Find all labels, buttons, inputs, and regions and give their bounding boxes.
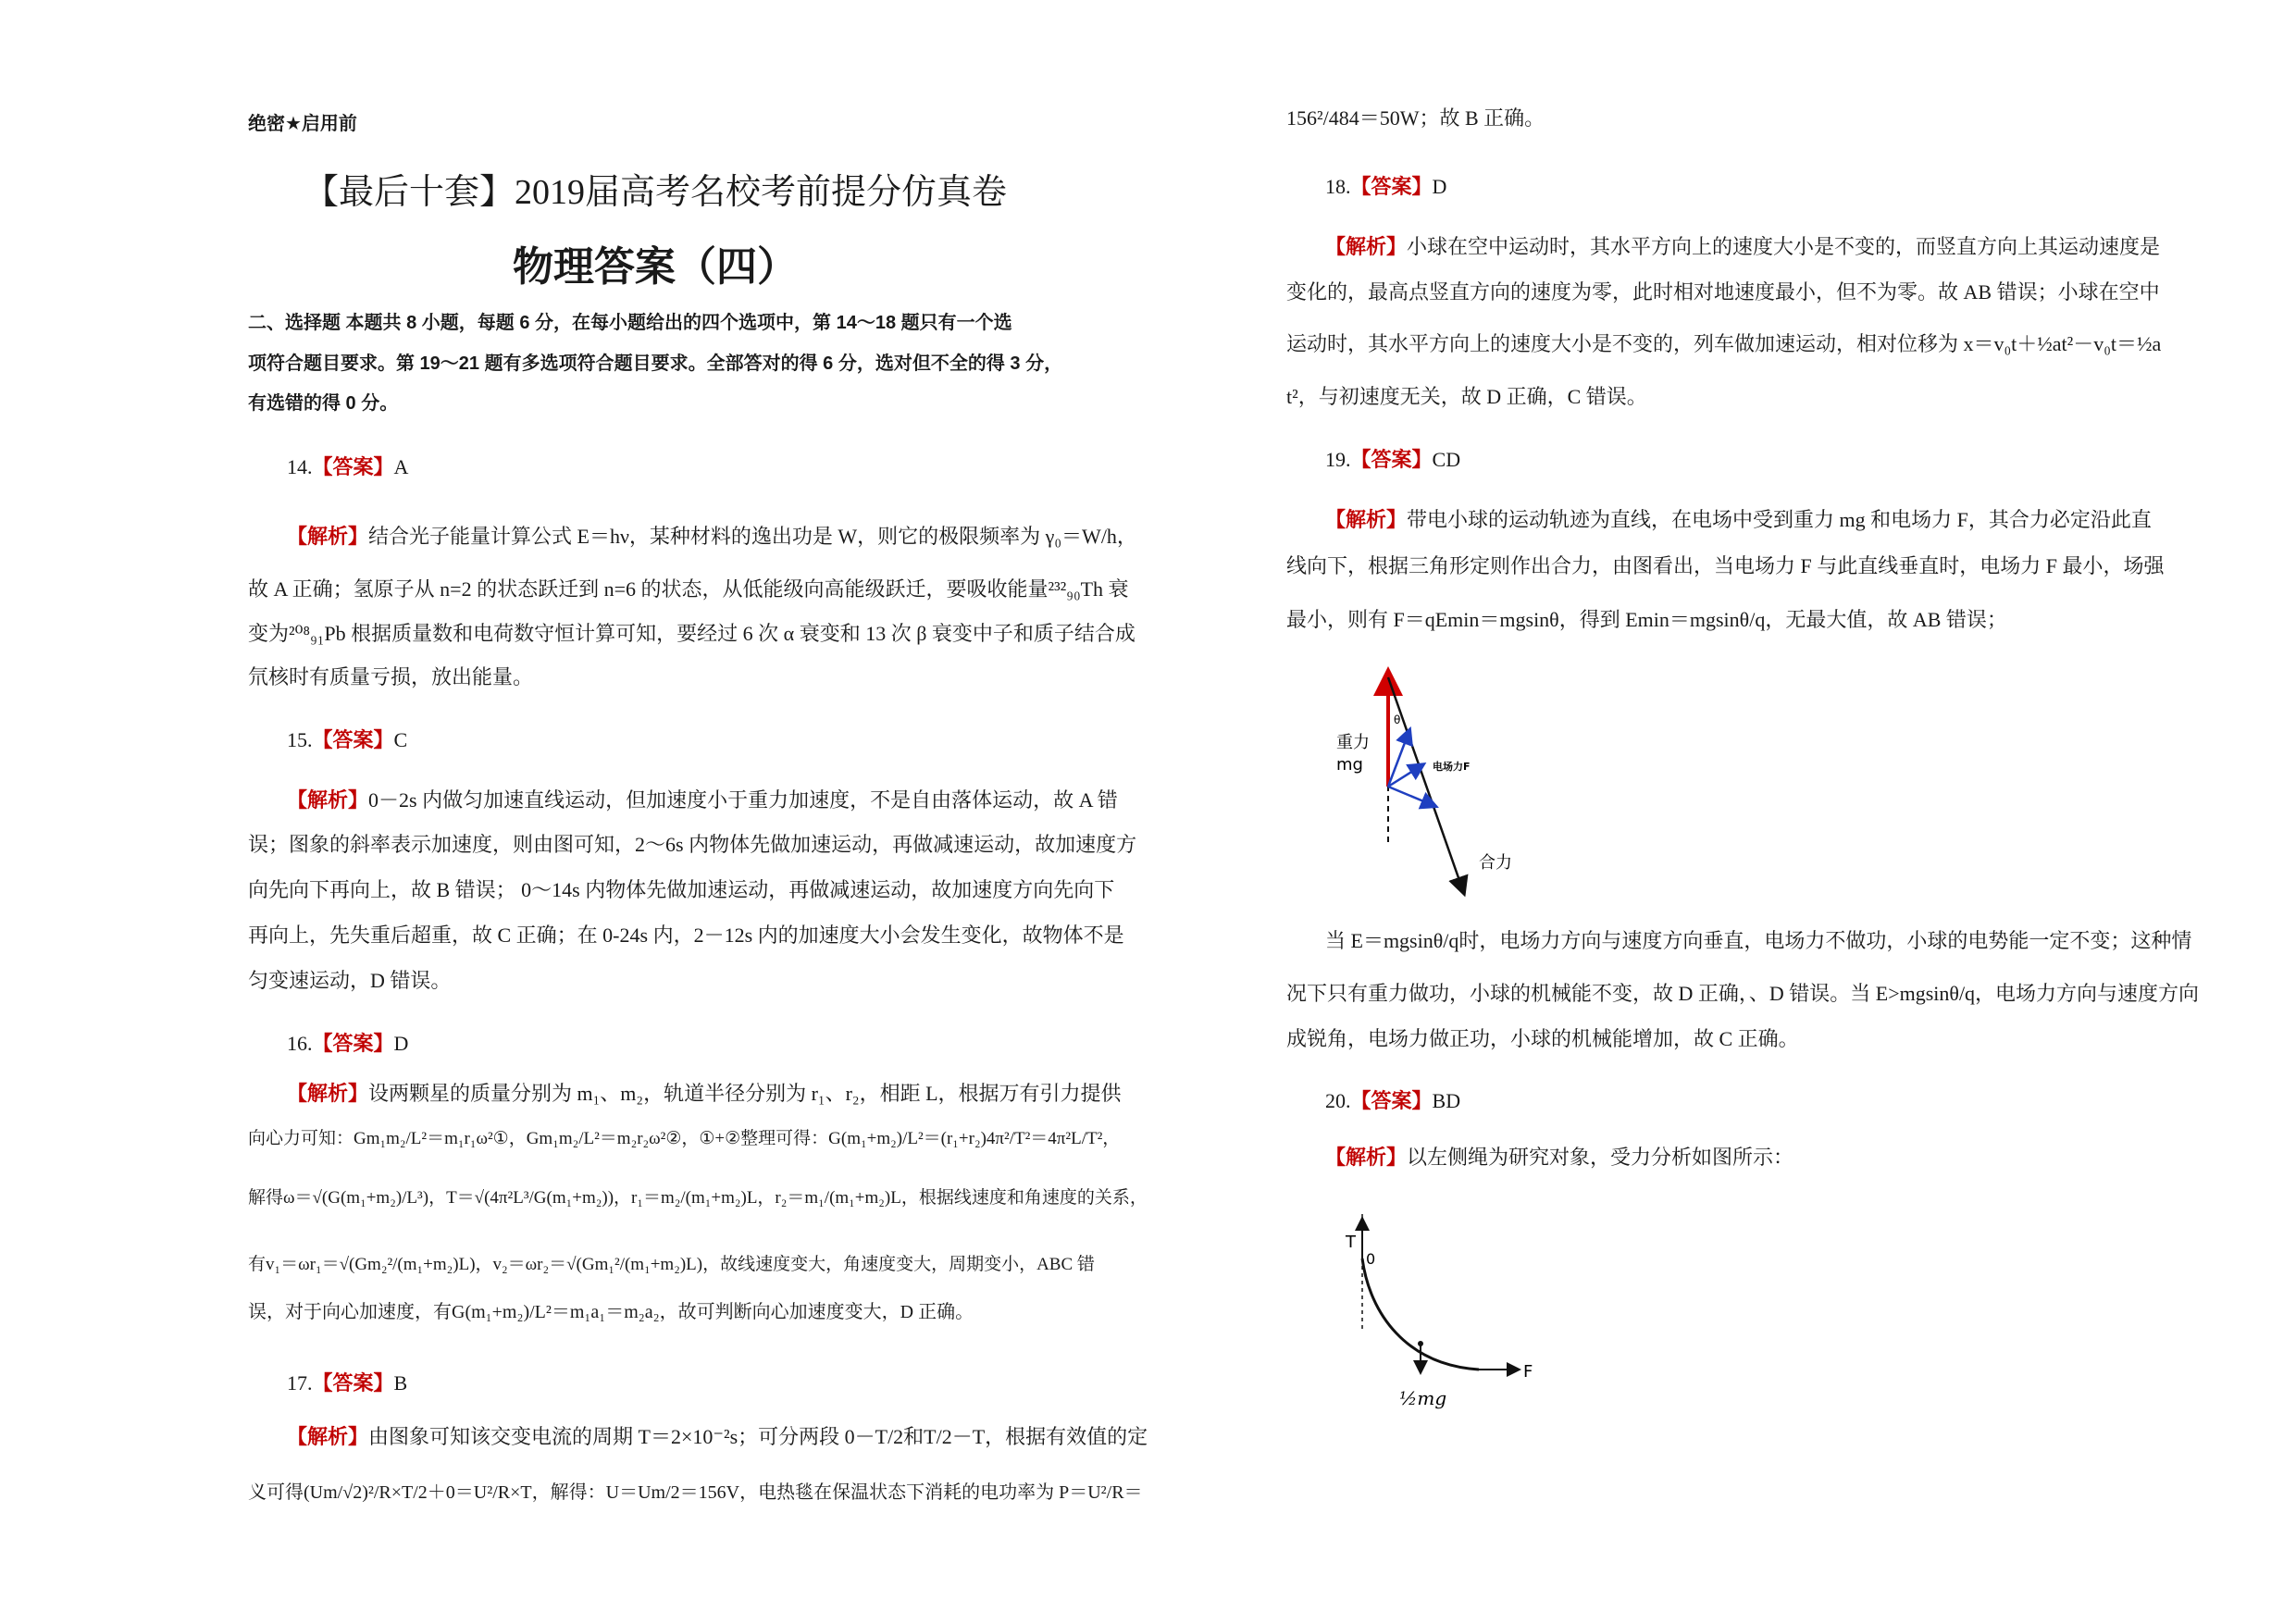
instruction-line: 项符合题目要求。第 19～21 题有多选项符合题目要求。全部答对的得 6 分，选对但不全的得 3 分， (248, 353, 1063, 374)
answer-value: B (393, 1371, 408, 1395)
tension-label: T (1346, 1233, 1356, 1252)
secret-label: 绝密★启用前 (248, 112, 357, 134)
q19-answer-row (1325, 446, 1460, 474)
gravity-label: 重力 (1336, 733, 1370, 752)
q18-analysis-line: 运动时，其水平方向上的速度大小是不变的，列车做加速运动，相对位移为 x＝v₀t＋½at²－v₀t＝½a (1286, 332, 2162, 355)
q15-analysis-line: 误；图象的斜率表示加速度，则由图可知，2～6s 内物体先做加速运动，再做减速运动，故加速度方 (248, 833, 1137, 856)
question-number: 14. (287, 455, 313, 478)
analysis-label: 【解析】 (287, 1425, 369, 1448)
question-number: 20. (1325, 1089, 1351, 1112)
q16-analysis-line: 误，对于向心加速度，有G(m₁+m₂)/L²＝m₁a₁＝m₂a₂，故可判断向心加速度变大，D 正确。 (248, 1302, 974, 1322)
q18-analysis-line: 【解析】小球在空中运动时，其水平方向上的速度大小是不变的，而竖直方向上其运动速度是 (1325, 235, 2161, 258)
instruction-line: 有选错的得 0 分。 (248, 393, 399, 414)
force-f-label: F (1523, 1362, 1533, 1382)
q19-analysis-line: 最小，则有 F＝qEmin＝mgsinθ，得到 Emin＝mgsinθ/q，无最大值，故 AB 错误； (1286, 608, 2007, 631)
answer-value: CD (1432, 448, 1461, 471)
analysis-label: 【解析】 (287, 1082, 369, 1105)
question-number: 18. (1325, 175, 1351, 198)
q14-analysis-line: 故 A 正确；氢原子从 n=2 的状态跃迁到 n=6 的状态，从低能级向高能级跃迁，要吸收能量²³²₉₀Th 衰 (248, 577, 1129, 601)
force-diagram (1323, 666, 1545, 907)
answer-value: A (393, 455, 409, 478)
center-point (1418, 1341, 1423, 1346)
rope-diagram (1342, 1203, 1564, 1425)
q14-analysis-line: 氘核时有质量亏损，放出能量。 (248, 665, 534, 688)
q15-analysis-line: 【解析】0－2s 内做匀加速直线运动，但加速度小于重力加速度，不是自由落体运动，故 A 错 (287, 788, 1118, 812)
resultant-arrow (1388, 677, 1462, 888)
q14-analysis-line: 【解析】结合光子能量计算公式 E＝hν，某种材料的逸出功是 W，则它的极限频率为 γ₀＝W/h， (287, 525, 1137, 548)
answer-label: 【答案】 (312, 1032, 394, 1055)
q15-answer-row (287, 726, 407, 754)
q19-analysis-line: 当 E＝mgsinθ/q时，电场力方向与速度方向垂直，电场力不做功，小球的电势能一定不变；这种情 (1325, 929, 2192, 952)
exam-title: 【最后十套】2019届高考名校考前提分仿真卷 (303, 173, 1007, 212)
analysis-label: 【解析】 (287, 788, 369, 812)
q17-analysis-line: 【解析】由图象可知该交变电流的周期 T＝2×10⁻²s；可分两段 0－T/2和T/2－T，根据有效值的定 (287, 1425, 1148, 1448)
answer-value: BD (1432, 1089, 1461, 1112)
q16-analysis-line: 【解析】设两颗星的质量分别为 m₁、m₂，轨道半径分别为 r₁、r₂，相距 L，根据万有引力提供 (287, 1082, 1122, 1105)
analysis-label: 【解析】 (1325, 508, 1408, 531)
q16-analysis-line: 有v₁＝ωr₁＝√(Gm₂²/(m₁+m₂)L)，v₂＝ωr₂＝√(Gm₁²/(m₁+m₂)L)，故线速度变大，角速度变大，周期变小，ABC 错 (248, 1255, 1095, 1274)
analysis-label: 【解析】 (1325, 1146, 1408, 1169)
field-force-arrow-1 (1388, 733, 1409, 787)
q16-analysis-line: 解得ω＝√(G(m₁+m₂)/L³)，T＝√(4π²L³/G(m₁+m₂))，r₁＝m₂/(m₁+m₂)L，r₂＝m₁/(m₁+m₂)L，根据线速度和角速度的关系， (248, 1188, 1148, 1208)
q18-analysis-line: 变化的，最高点竖直方向的速度为零，此时相对地速度最小，但不为零。故 AB 错误；小球在空中 (1286, 280, 2160, 304)
q14-answer-row (287, 453, 408, 481)
answer-label: 【答案】 (1350, 1089, 1433, 1112)
q15-analysis-line: 匀变速运动，D 错误。 (248, 969, 452, 992)
answer-label: 【答案】 (312, 728, 394, 751)
q16-answer-row (287, 1030, 408, 1058)
question-number: 15. (287, 728, 313, 751)
q20-analysis-line: 【解析】以左侧绳为研究对象，受力分析如图所示： (1325, 1146, 1794, 1169)
field-force-label: 电场力F (1433, 761, 1471, 773)
answer-value: D (1432, 175, 1447, 198)
q15-analysis-line: 再向上，先失重后超重，故 C 正确；在 0-24s 内，2－12s 内的加速度大小会发生变化，故物体不是 (248, 924, 1124, 947)
answer-value: D (393, 1032, 409, 1055)
q19-analysis-line: 线向下，根据三角形定则作出合力，由图看出，当电场力 F 与此直线垂直时，电场力 F 最小，场强 (1286, 554, 2165, 577)
q15-analysis-line: 向先向下再向上，故 B 错误； 0～14s 内物体先做加速运动，再做减速运动，故加速度方向先向下 (248, 878, 1115, 901)
answer-label: 【答案】 (1350, 448, 1433, 471)
q19-analysis-line: 成锐角，电场力做正功，小球的机械能增加，故 C 正确。 (1286, 1027, 1799, 1050)
q14-analysis-line: 变为²⁰⁸₉₁Pb 根据质量数和电荷数守恒计算可知，要经过 6 次 α 衰变和 13 次 β 衰变中子和质子结合成 (248, 622, 1136, 645)
analysis-label: 【解析】 (1325, 235, 1408, 258)
analysis-label: 【解析】 (287, 525, 369, 548)
q18-answer-row (1325, 173, 1446, 201)
answer-label: 【答案】 (312, 1371, 394, 1395)
q20-answer-row (1325, 1087, 1460, 1115)
q18-analysis-line: t²，与初速度无关，故 D 正确，C 错误。 (1286, 385, 1647, 408)
question-number: 17. (287, 1371, 313, 1395)
theta-label: θ (1394, 713, 1401, 726)
q17-analysis-line: 义可得(Um/√2)²/R×T/2＋0＝U²/R×T，解得：U＝Um/2＝156V，电热毯在保温状态下消耗的电功率为 P＝U²/R＝ (248, 1482, 1143, 1503)
instruction-line: 二、选择题 本题共 8 小题，每题 6 分，在每小题给出的四个选项中，第 14～18 题只有一个选 (248, 313, 1012, 333)
q17-analysis-line: 156²/484＝50W；故 B 正确。 (1286, 106, 1545, 130)
field-force-arrow-3 (1388, 787, 1433, 805)
page-title: 物理答案（四） (513, 243, 798, 291)
q17-answer-row (287, 1370, 407, 1397)
question-number: 19. (1325, 448, 1351, 471)
q19-analysis-line: 况下只有重力做功，小球的机械能不变，故 D 正确，、D 错误。当 E>mgsinθ/q，电场力方向与速度方向 (1286, 982, 2200, 1005)
question-number: 16. (287, 1032, 313, 1055)
q16-analysis-line: 向心力可知：Gm₁m₂/L²＝m₁r₁ω²①，Gm₁m₂/L²＝m₂r₂ω²②，①+②整理可得：G(m₁+m₂)/L²＝(r₁+r₂)4π²/T²＝4π²L/T²， (248, 1129, 1121, 1148)
answer-label: 【答案】 (1350, 175, 1433, 198)
mg-label: mg (1336, 755, 1363, 775)
answer-label: 【答案】 (312, 455, 394, 478)
half-mg-label: ½mg (1399, 1387, 1447, 1409)
answer-value: C (393, 728, 408, 751)
resultant-label: 合力 (1479, 853, 1512, 873)
q19-analysis-line: 【解析】带电小球的运动轨迹为直线，在电场中受到重力 mg 和电场力 F，其合力必定沿此直 (1325, 508, 2152, 531)
point-o-label: 0 (1366, 1250, 1376, 1268)
